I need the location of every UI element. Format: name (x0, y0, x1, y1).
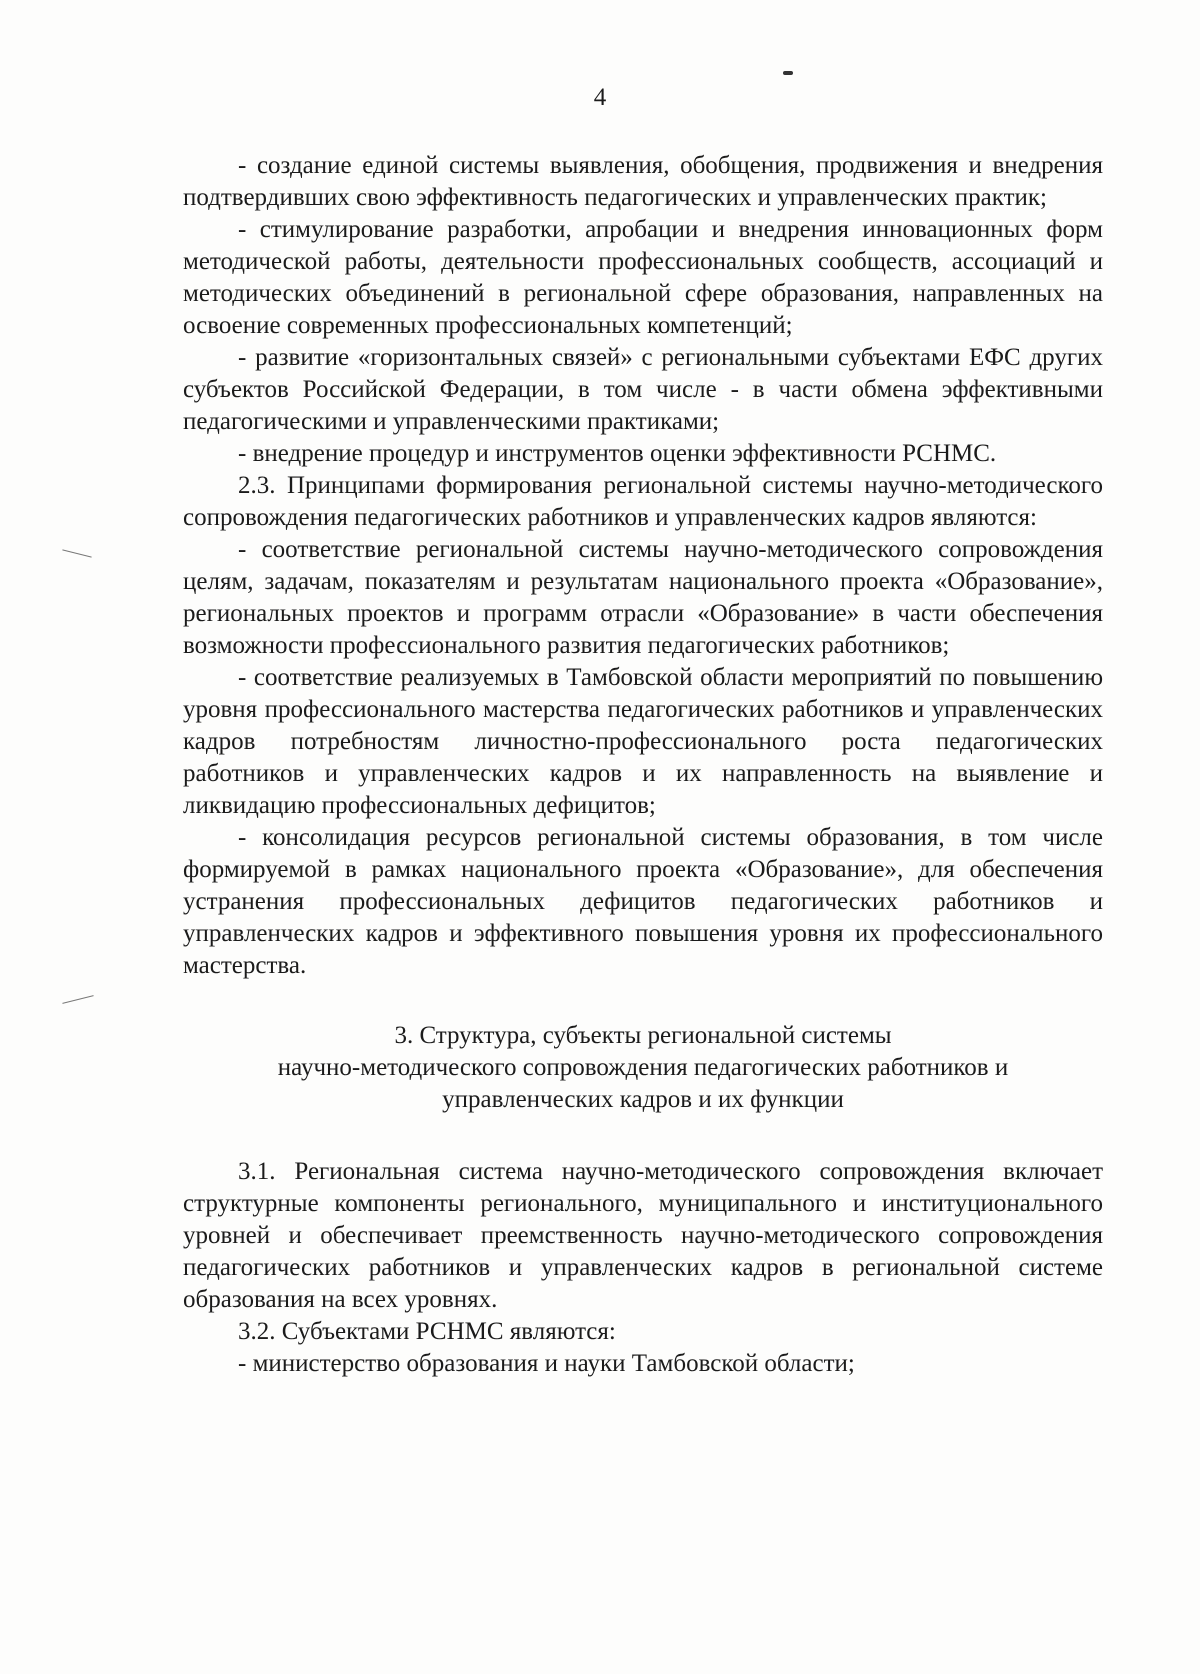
section-heading-line: 3. Структура, субъекты региональной системы (394, 1022, 892, 1049)
list-item: - министерство образования и науки Тамбовской области; (238, 1350, 855, 1377)
section-heading-line: управленческих кадров и их функции (442, 1086, 844, 1113)
clause-3-2: 3.2. Субъектами РСНМС являются: (238, 1318, 616, 1345)
list-item: - стимулирование разработки, апробации и внедрения инновационных форм методической работы, деятельности профессиональных сообществ, ассоциаций и методических объединений в региональной сфере образования, направленных на освоение современных профессиональных компетенций; (183, 216, 1103, 339)
list-item: - создание единой системы выявления, обобщения, продвижения и внедрения подтвердивших свою эффективность педагогических и управленческих практик; (183, 152, 1103, 211)
list-item: - развитие «горизонтальных связей» с региональными субъектами ЕФС других субъектов Российской Федерации, в том числе - в части обмена эффективными педагогическими и управленческими практиками; (183, 344, 1103, 435)
document-body (183, 150, 1103, 1380)
list-item: - консолидация ресурсов региональной системы образования, в том числе формируемой в рамках национального проекта «Образование», для обеспечения устранения профессиональных дефицитов педагогических работников и управленческих кадров и эффективного повышения уровня их профессионального мастерства. (183, 824, 1103, 979)
section-heading (183, 1020, 1103, 1116)
list-item: - соответствие реализуемых в Тамбовской области мероприятий по повышению уровня профессионального мастерства педагогических работников и управленческих кадров потребностям личностно-профессионального роста педагогических работников и управленческих кадров и их направленность на выявление и ликвидацию профессиональных дефицитов; (183, 664, 1103, 819)
list-item: - соответствие региональной системы научно-методического сопровождения целям, задачам, показателям и результатам национального проекта «Образование», региональных проектов и программ отрасли «Образование» в части обеспечения возможности профессионального развития педагогических работников; (183, 536, 1103, 659)
ink-blot (783, 71, 793, 75)
list-item: - внедрение процедур и инструментов оценки эффективности РСНМС. (238, 440, 997, 467)
clause-3-1: 3.1. Региональная система научно-методического сопровождения включает структурные компоненты регионального, муниципального и институционального уровней и обеспечивает преемственность научно-методического сопровождения педагогических работников и управленческих кадров в региональной системе образования на всех уровнях. (183, 1158, 1103, 1313)
page-number: 4 (593, 84, 607, 111)
margin-mark (62, 549, 91, 557)
margin-mark (62, 995, 93, 1004)
clause-2-3: 2.3. Принципами формирования региональной системы научно-методического сопровождения педагогических работников и управленческих кадров являются: (183, 472, 1103, 531)
section-heading-line: научно-методического сопровождения педагогических работников и (277, 1054, 1009, 1081)
